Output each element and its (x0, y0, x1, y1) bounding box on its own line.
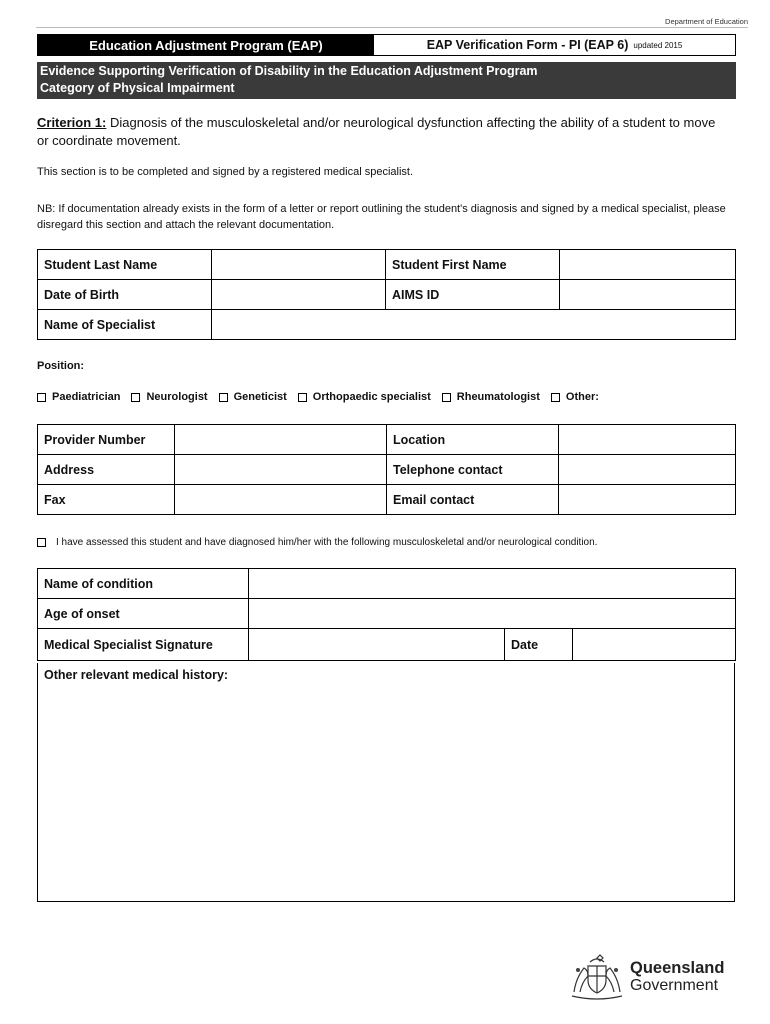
specialist-name-field[interactable] (212, 310, 736, 340)
checkbox[interactable] (219, 393, 228, 402)
option-label: Rheumatologist (456, 391, 540, 403)
checkbox[interactable] (442, 393, 451, 402)
assessment-text: I have assessed this student and have diagnosed him/her with the following musculoskeletal and/or neurological condition. (56, 537, 598, 548)
checkbox[interactable] (37, 393, 46, 402)
position-option-neurologist[interactable] (131, 391, 207, 403)
queensland-government-logo (568, 952, 738, 1002)
checkbox[interactable] (298, 393, 307, 402)
fax-field[interactable] (175, 485, 387, 515)
condition-table (37, 568, 736, 661)
logo-wordmark (630, 960, 724, 994)
aims-id-label: AIMS ID (386, 280, 560, 310)
queensland-coat-of-arms-icon (568, 952, 626, 1002)
location-field[interactable] (559, 425, 736, 455)
option-label: Other: (565, 391, 599, 403)
telephone-field[interactable] (559, 455, 736, 485)
student-last-name-field[interactable] (212, 250, 386, 280)
address-field[interactable] (175, 455, 387, 485)
position-label: Position: (37, 360, 85, 372)
assessment-checkbox[interactable] (37, 538, 46, 547)
email-label: Email contact (387, 485, 559, 515)
date-of-birth-label: Date of Birth (38, 280, 212, 310)
logo-line-1: Queensland (630, 959, 725, 977)
option-label: Orthopaedic specialist (312, 391, 431, 403)
header-rule (36, 27, 748, 28)
student-last-name-label: Student Last Name (38, 250, 212, 280)
condition-name-label: Name of condition (38, 569, 249, 599)
telephone-label: Telephone contact (387, 455, 559, 485)
date-of-birth-field[interactable] (212, 280, 386, 310)
age-of-onset-label: Age of onset (38, 599, 249, 629)
signature-field[interactable] (249, 629, 505, 661)
age-of-onset-field[interactable] (249, 599, 736, 629)
option-label: Paediatrician (52, 391, 121, 403)
logo-line-2: Government (630, 977, 719, 994)
assessment-statement[interactable] (37, 537, 597, 548)
checkbox[interactable] (131, 393, 140, 402)
student-first-name-label: Student First Name (386, 250, 560, 280)
position-option-rheumatologist[interactable] (442, 391, 540, 403)
updated-note: updated 2015 (633, 40, 683, 50)
email-field[interactable] (559, 485, 736, 515)
form-header (37, 34, 736, 56)
aims-id-field[interactable] (560, 280, 736, 310)
band-line-1: Evidence Supporting Verification of Disability in the Education Adjustment Program (40, 64, 538, 78)
form-title-cell (374, 35, 735, 55)
position-option-geneticist[interactable] (219, 391, 287, 403)
department-label: Department of Education (665, 17, 748, 26)
signature-label: Medical Specialist Signature (38, 629, 249, 661)
position-option-other[interactable] (551, 391, 599, 403)
criterion-text: Diagnosis of the musculoskeletal and/or neurological dysfunction affecting the ability of a student to move or coordinate movement. (37, 115, 716, 148)
completion-note: This section is to be completed and signed by a registered medical specialist. (37, 166, 414, 178)
date-label: Date (505, 629, 573, 661)
fax-label: Fax (38, 485, 175, 515)
criterion (37, 114, 727, 150)
medical-history-field[interactable] (37, 663, 735, 902)
location-label: Location (387, 425, 559, 455)
date-field[interactable] (573, 629, 736, 661)
position-options (37, 391, 610, 403)
section-band (37, 62, 736, 99)
position-option-paediatrician[interactable] (37, 391, 120, 403)
provider-number-label: Provider Number (38, 425, 175, 455)
criterion-label: Criterion 1: (37, 115, 107, 130)
address-label: Address (38, 455, 175, 485)
position-option-orthopaedic[interactable] (298, 391, 431, 403)
student-details-table (37, 249, 736, 340)
option-label: Geneticist (233, 391, 287, 403)
checkbox[interactable] (551, 393, 560, 402)
documentation-note: NB: If documentation already exists in the form of a letter or report outlining the student's diagnosis and signed by a medical specialist, please disregard this section and attach the relevant documentation. (37, 203, 726, 231)
provider-details-table (37, 424, 736, 515)
provider-number-field[interactable] (175, 425, 387, 455)
form-title: EAP Verification Form - PI (EAP 6) (426, 38, 629, 52)
band-line-2: Category of Physical Impairment (40, 81, 235, 95)
specialist-name-label: Name of Specialist (38, 310, 212, 340)
condition-name-field[interactable] (249, 569, 736, 599)
option-label: Neurologist (146, 391, 208, 403)
program-title: Education Adjustment Program (EAP) (38, 35, 374, 55)
medical-history-label: Other relevant medical history: (44, 668, 229, 682)
student-first-name-field[interactable] (560, 250, 736, 280)
